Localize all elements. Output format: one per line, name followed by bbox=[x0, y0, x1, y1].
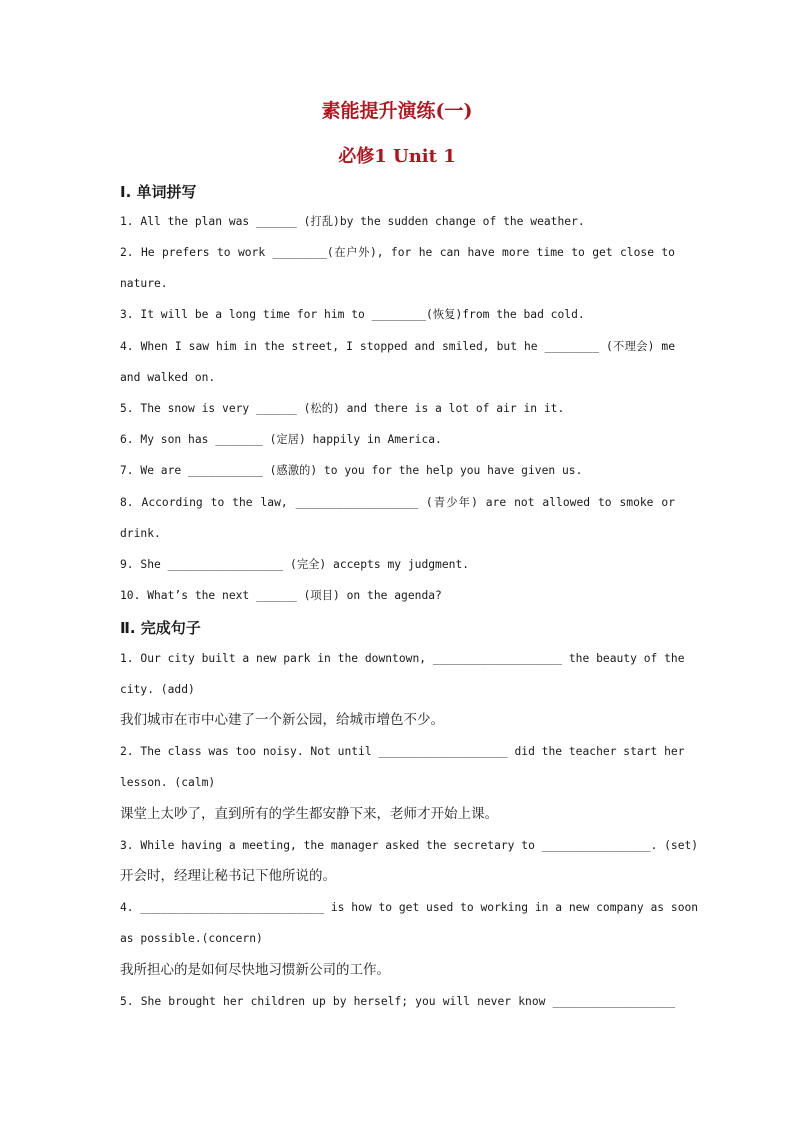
exercise-line: nature. bbox=[120, 277, 168, 290]
exercise-line: 4. When I saw him in the street, I stopped and smiled, but he ________ (不理会) me bbox=[120, 340, 675, 353]
exercise-line: 4. ___________________________ is how to get used to working in a new company as soon bbox=[120, 901, 699, 914]
chinese-translation: 课堂上太吵了，直到所有的学生都安静下来，老师才开始上课。 bbox=[120, 806, 498, 822]
exercise-line: 9. She _________________ (完全) accepts my judgment. bbox=[120, 558, 470, 571]
exercise-line: city. (add) bbox=[120, 683, 195, 696]
exercise-line: 1. All the plan was ______ (打乱)by the sudden change of the weather. bbox=[120, 215, 585, 228]
exercise-line: 8. According to the law, __________________ (青少年) are not allowed to smoke or bbox=[120, 496, 675, 509]
page-subtitle: 必修1 Unit 1 bbox=[338, 146, 456, 167]
section-heading-complete-sentences: Ⅱ. 完成句子 bbox=[120, 619, 201, 637]
exercise-line: 3. While having a meeting, the manager asked the secretary to ________________. (set) bbox=[120, 839, 699, 852]
chinese-translation: 开会时，经理让秘书记下他所说的。 bbox=[120, 868, 336, 884]
exercise-line: and walked on. bbox=[120, 371, 216, 384]
exercise-line: drink. bbox=[120, 527, 161, 540]
chinese-translation: 我们城市在市中心建了一个新公园，给城市增色不少。 bbox=[120, 712, 444, 728]
exercise-line: lesson. (calm) bbox=[120, 776, 216, 789]
exercise-line: 3. It will be a long time for him to ________(恢复)from the bad cold. bbox=[120, 308, 585, 321]
exercise-line: 10. What’s the next ______ (项目) on the agenda? bbox=[120, 589, 442, 602]
exercise-line: 2. The class was too noisy. Not until ___________________ did the teacher start her bbox=[120, 745, 685, 758]
chinese-translation: 我所担心的是如何尽快地习惯新公司的工作。 bbox=[120, 962, 390, 978]
section-heading-word-spelling: Ⅰ. 单词拼写 bbox=[120, 183, 197, 201]
page-title: 素能提升演练(一) bbox=[321, 100, 473, 122]
exercise-line: 7. We are ___________ (感激的) to you for the help you have given us. bbox=[120, 464, 583, 477]
exercise-line: 2. He prefers to work ________(在户外), for he can have more time to get close to bbox=[120, 246, 675, 259]
exercise-line: 5. The snow is very ______ (松的) and there is a lot of air in it. bbox=[120, 402, 565, 415]
exercise-line: 1. Our city built a new park in the downtown, ___________________ the beauty of the bbox=[120, 652, 685, 665]
exercise-line: as possible.(concern) bbox=[120, 932, 263, 945]
exercise-line: 6. My son has _______ (定居) happily in America. bbox=[120, 433, 442, 446]
exercise-line: 5. She brought her children up by herself; you will never know __________________ bbox=[120, 995, 675, 1008]
